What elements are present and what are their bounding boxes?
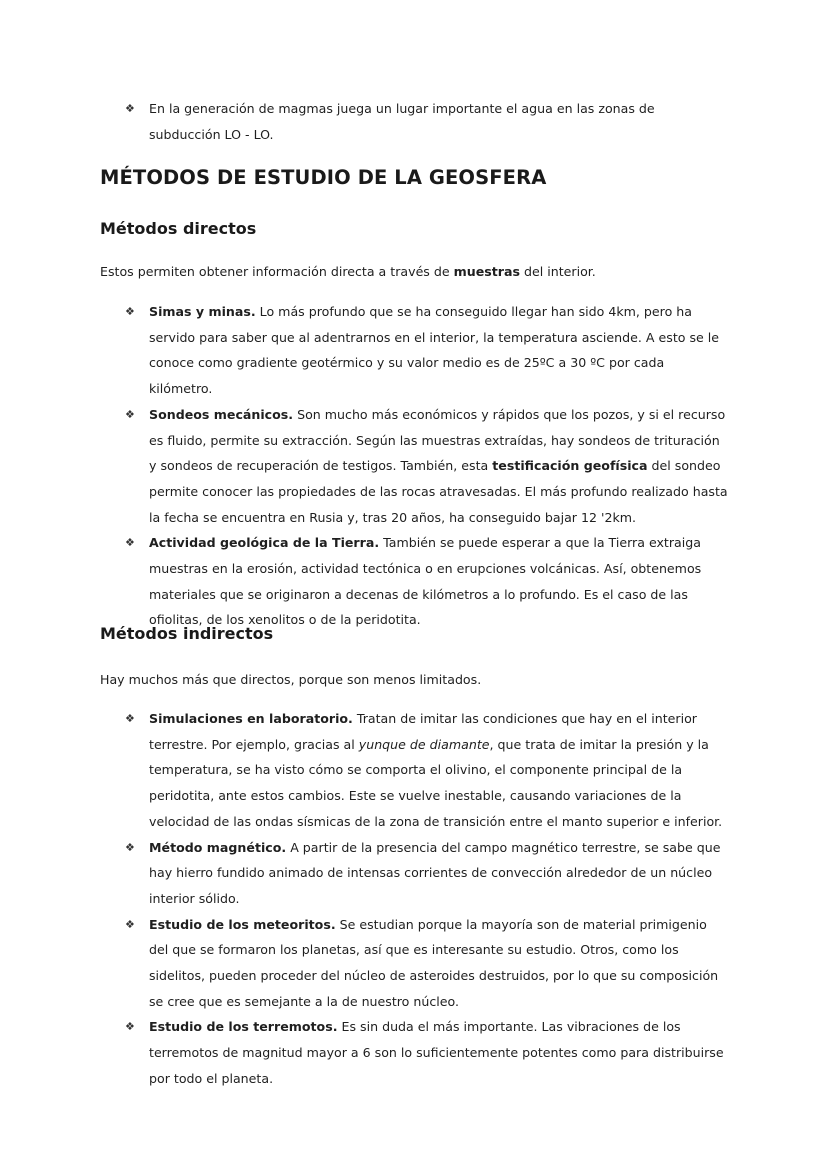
item-title: Sondeos mecánicos.	[149, 406, 294, 422]
item-title: Método magnético.	[149, 839, 287, 855]
diamond-bullet-icon: ❖	[125, 407, 135, 421]
directos-list	[100, 299, 728, 633]
item-text-end: del sondeo permite conocer las propiedades de las rocas atravesadas. El más profundo realizado hasta la fecha se encuentra en Rusia y, tras 20 años, ha conseguido bajar 12 '2km.	[149, 458, 728, 525]
item-text: Se estudian porque la mayoría son de material primigenio del que se formaron los planetas, así que es interesante su estudio. Otros, como los sidelitos, pueden proceder del núcleo de asteroides destruidos, por lo que su composición se cree que es semejante a la de nuestro núcleo.	[149, 916, 719, 1009]
list-item	[100, 706, 728, 835]
diamond-bullet-icon: ❖	[125, 712, 135, 725]
list-item	[100, 96, 728, 147]
item-text: A partir de la presencia del campo magnético terrestre, se sabe que hay hierro fundido animado de intensas corrientes de convección alrededor de un núcleo interior sólido.	[149, 839, 721, 906]
item-text: Tratan de imitar las condiciones que hay en el interior terrestre. Por ejemplo, gracias al	[149, 711, 697, 752]
item-text: Es sin duda el más importante. Las vibraciones de los terremotos de magnitud mayor a 6 son lo suficientemente potentes como para distribuirse por todo el planeta.	[149, 1019, 724, 1086]
diamond-bullet-icon: ❖	[125, 102, 135, 115]
directos-intro-bold: muestras	[453, 264, 520, 279]
list-item	[100, 835, 728, 912]
item-title: Simulaciones en laboratorio.	[149, 711, 353, 726]
item-text-end: , que trata de imitar la presión y la temperatura, se ha visto cómo se comporta el olivino, el componente principal de la peridotita, ante estos cambios. Este se vuelve inestable, causando variaciones de la velocidad de las ondas sísmicas de la zona de transición entre el manto superior e inferior.	[149, 736, 723, 829]
item-title: Estudio de los meteoritos.	[149, 916, 336, 932]
directos-intro-text: Estos permiten obtener información directa a través de	[100, 264, 454, 279]
item-text: Son mucho más económicos y rápidos que los pozos, y si el recurso es fluido, permite su extracción. Según las muestras extraídas, hay sondeos de trituración y sondeos de recuperación de testigos. También, esta	[149, 406, 726, 474]
directos-intro-end: del interior.	[519, 264, 596, 279]
list-item	[100, 1014, 728, 1091]
diamond-bullet-icon: ❖	[125, 840, 135, 854]
list-item	[100, 402, 728, 531]
item-title: Estudio de los terremotos.	[149, 1019, 338, 1035]
diamond-bullet-icon: ❖	[125, 1020, 135, 1034]
intro-bullet-list	[100, 96, 728, 147]
heading-metodos-indirectos: Métodos indirectos	[100, 624, 274, 643]
directos-intro	[100, 262, 740, 282]
indirectos-list	[100, 706, 728, 1092]
item-text: Lo más profundo que se ha conseguido llegar han sido 4km, pero ha servido para saber que al adentrarnos en el interior, la temperatura asciende. A esto se le conoce como gradiente geotérmico y su valor medio es de 25ºC a 30 ºC por cada kilómetro.	[149, 304, 720, 397]
heading-metodos-directos: Métodos directos	[100, 219, 257, 238]
item-title: Simas y minas.	[149, 304, 256, 319]
diamond-bullet-icon: ❖	[125, 305, 135, 318]
diamond-bullet-icon: ❖	[125, 917, 135, 931]
list-item	[100, 530, 728, 633]
item-text-italic: yunque de diamante	[358, 736, 490, 752]
item-text-bold: testificación geofísica	[492, 458, 648, 474]
intro-bullet-text: En la generación de magmas juega un lugar importante el agua en las zonas de subducción LO - LO.	[149, 101, 655, 142]
indirectos-intro: Hay muchos más que directos, porque son menos limitados.	[100, 672, 482, 687]
item-title: Actividad geológica de la Tierra.	[149, 535, 380, 551]
list-item	[100, 912, 728, 1015]
list-item	[100, 299, 728, 402]
section-title: MÉTODOS DE ESTUDIO DE LA GEOSFERA	[100, 166, 547, 189]
item-text: También se puede esperar a que la Tierra extraiga muestras en la erosión, actividad tectónica o en erupciones volcánicas. Así, obtenemos materiales que se originaron a decenas de kilómetros a lo profundo. Es el caso de las ofiolitas, de los xenolitos o de la peridotita.	[149, 535, 702, 628]
diamond-bullet-icon: ❖	[125, 536, 135, 550]
